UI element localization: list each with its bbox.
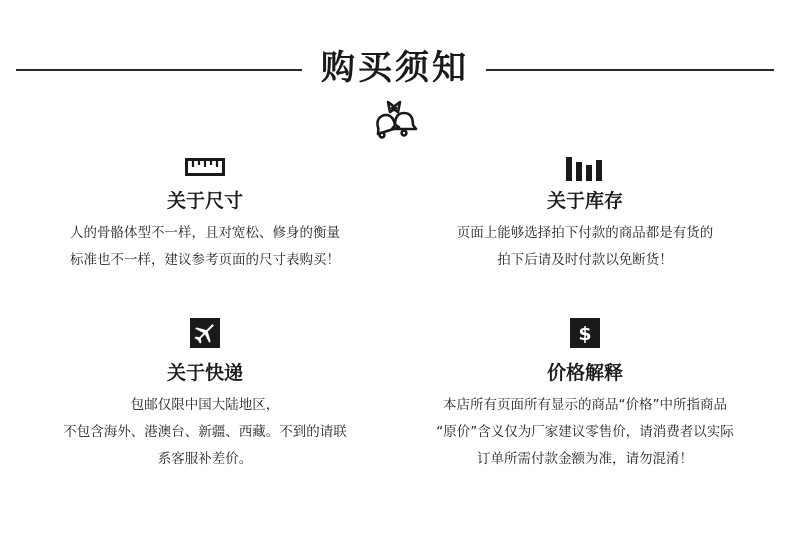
stock-text [400, 220, 770, 274]
shipping-text-line: 不包含海外、港澳台、新疆、西藏。不到的请联 [63, 424, 347, 440]
size-heading: 关于尺寸 [166, 190, 243, 212]
ruler-icon [185, 158, 225, 176]
price-text-line: “原价”含义仅为厂家建议零售价，请消费者以实际 [436, 424, 734, 440]
price-section [400, 318, 770, 473]
stock-heading: 关于库存 [546, 190, 623, 212]
price-text [400, 392, 770, 473]
shipping-heading: 关于快递 [166, 362, 243, 384]
stock-section [400, 156, 770, 274]
price-text-line: 订单所需付款金额为准，请勿混淆！ [477, 451, 693, 467]
title-divider-right [486, 69, 774, 71]
shipping-text-line: 包邮仅限中国大陆地区， [130, 397, 280, 413]
page-title: 购买须知 [321, 48, 469, 88]
size-text-line: 人的骨骼体型不一样，且对宽松、修身的衡量 [70, 225, 340, 241]
price-text-line: 本店所有页面所有显示的商品“价格”中所指商品 [443, 397, 727, 413]
stock-text-line: 页面上能够选择拍下付款的商品都是有货的 [456, 225, 714, 241]
shipping-section [40, 318, 370, 473]
price-heading: 价格解释 [546, 362, 623, 384]
bells-icon [368, 96, 420, 142]
airplane-icon [190, 318, 220, 348]
size-text-line: 标准也不一样，建议参考页面的尺寸表购买！ [70, 252, 340, 268]
shipping-text-line: 系客服补差价。 [157, 451, 253, 467]
stock-text-line: 拍下后请及时付款以免断货！ [497, 252, 673, 268]
bar-chart-icon [565, 156, 605, 182]
svg-text:$: $ [578, 323, 592, 345]
dollar-icon [570, 318, 600, 348]
shipping-text [40, 392, 370, 473]
size-text [40, 220, 370, 274]
title-divider-left [16, 69, 302, 71]
size-section [40, 158, 370, 274]
